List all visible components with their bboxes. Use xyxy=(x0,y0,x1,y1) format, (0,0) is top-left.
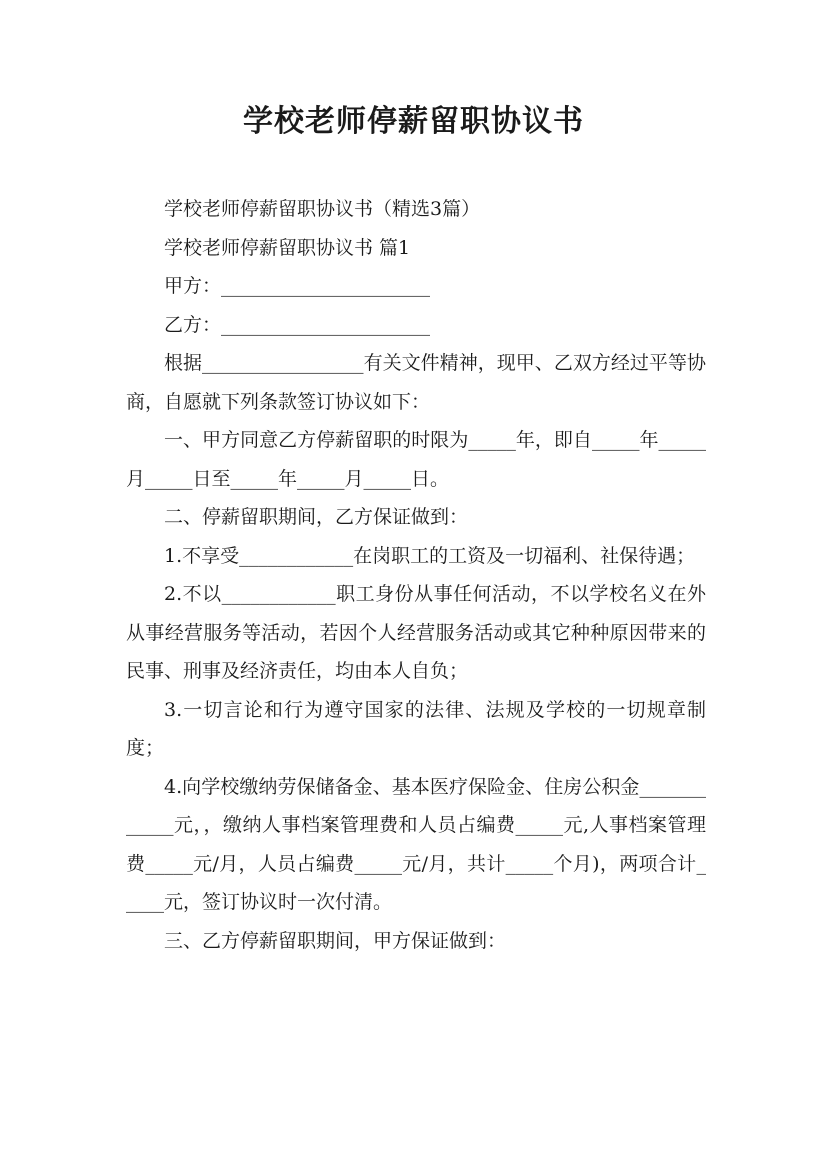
clause-2-item-4: 4.向学校缴纳劳保储备金、基本医疗保险金、住房公积金____________元，，缴纳人事档案管理费和人员占编费_____元,人事档案管理费_____元/月，人员占编费_____元/月，共计_____个月)，两项合计_____元，签订协议时一次付清。 xyxy=(126,775,706,913)
clause-1-paragraph: 一、甲方同意乙方停薪留职的时限为_____年，即自_____年_____月_____日至_____年_____月_____日。 xyxy=(126,429,706,490)
clause-2-heading: 二、停薪留职期间，乙方保证做到： xyxy=(164,506,469,528)
clause-2-item-3: 3.一切言论和行为遵守国家的法律、法规及学校的一切规章制度； xyxy=(126,698,706,759)
section-heading: 学校老师停薪留职协议书 篇1 xyxy=(164,236,411,259)
document-title: 学校老师停薪留职协议书 xyxy=(243,104,584,139)
document-body xyxy=(126,190,706,960)
preamble-paragraph: 根据_________________有关文件精神，现甲、乙双方经过平等协商，自愿就下列条款签订协议如下： xyxy=(126,352,706,413)
party-a-line: 甲方：______________________ xyxy=(164,275,431,297)
subtitle-paragraph: 学校老师停薪留职协议书（精选3篇） xyxy=(164,198,481,220)
clause-2-item-1: 1.不享受____________在岗职工的工资及一切福利、社保待遇； xyxy=(164,544,696,567)
party-b-line: 乙方：______________________ xyxy=(164,313,431,336)
clause-3-heading: 三、乙方停薪留职期间，甲方保证做到： xyxy=(164,929,507,952)
clause-2-item-2: 2.不以____________职工身份从事任何活动，不以学校名义在外从事经营服务等活动，若因个人经营服务活动或其它种种原因带来的民事、刑事及经济责任，均由本人自负； xyxy=(126,583,706,682)
